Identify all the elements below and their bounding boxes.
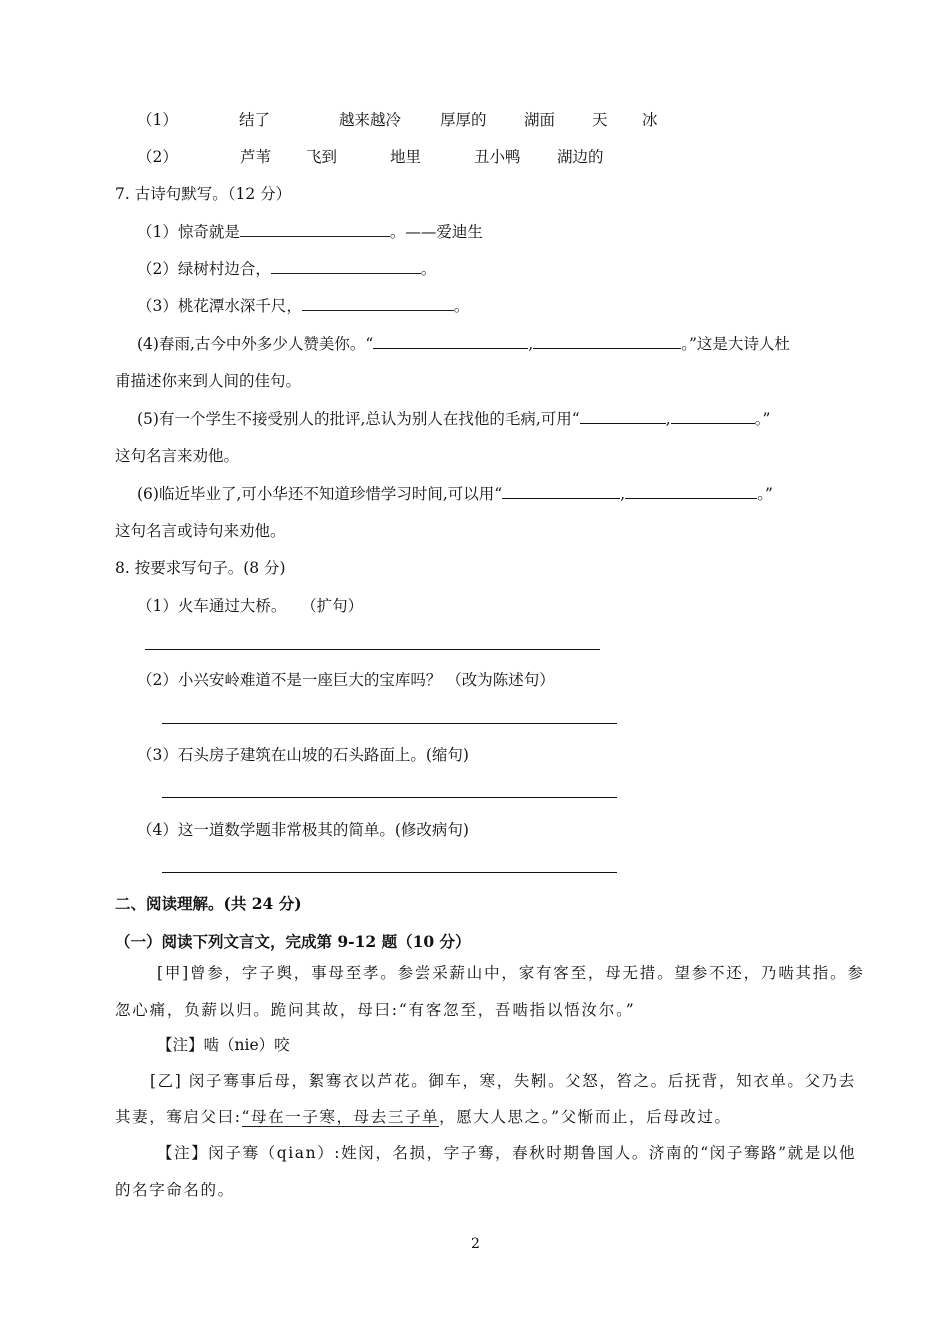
q6-word: 厚厚的 [440,111,487,129]
q8-item-3: （3）石头房子建筑在山坡的石头路面上。(缩句) [137,746,469,764]
q7-item6-prefix: (6)临近毕业了,可小华还不知道珍惜学习时间,可以用“ [137,485,503,503]
q6-word: 湖面 [524,111,556,129]
q6-row-1 [137,110,658,130]
q7-item5-suffix: 。” [754,410,771,428]
q8-answer-line[interactable] [162,723,617,724]
q7-answer-blank[interactable] [671,409,755,424]
q7-item4-comma: , [528,335,534,353]
q7-answer-blank[interactable] [533,334,681,349]
q7-item-2 [137,259,436,279]
q6-word: 冰 [642,111,658,129]
q8-item-4: （4）这一道数学题非常极其的简单。(修改病句) [137,821,469,839]
q8-item-1: （1）火车通过大桥。 （扩句） [137,597,364,615]
q7-item4-continuation: 甫描述你来到人间的佳句。 [115,372,302,390]
q7-answer-blank[interactable] [373,334,528,349]
q7-answer-blank[interactable] [240,222,390,237]
q7-item-6 [137,484,773,504]
q7-title: 7. 古诗句默写。（12 分） [115,185,292,203]
q6-word: 丑小鸭 [474,148,521,166]
q7-item-1 [137,222,483,242]
page-number: 2 [471,1236,480,1252]
q7-item5-continuation: 这句名言来劝他。 [115,447,240,465]
q7-item-3 [137,296,469,316]
q7-item-5 [137,409,770,429]
note-2-line-1: 【注】闵子骞（qian）:姓闵，名损，字子骞，春秋时期鲁国人。济南的“闵子骞路”就是以他 [157,1144,857,1162]
q8-answer-line[interactable] [145,649,600,650]
q7-item3-prefix: （3）桃花潭水深千尺， [137,297,302,315]
note-1: 【注】啮（nie）咬 [157,1036,290,1054]
section2-title: 二、阅读理解。(共 24 分) [115,894,302,913]
q7-item2-prefix: （2）绿树村边合， [137,260,271,278]
q6-word: 飞到 [306,148,338,166]
q6-word: 结了 [239,111,271,129]
q7-answer-blank[interactable] [271,259,421,274]
q8-title: 8. 按要求写句子。(8 分) [115,559,286,577]
q7-item3-suffix: 。 [453,297,470,315]
q8-answer-line[interactable] [162,797,617,798]
q6-word: 天 [592,111,608,129]
passage-yi-line2-suffix: ，愿大人思之。”父惭而止，后母改过。 [439,1108,732,1126]
q7-item6-continuation: 这句名言或诗句来劝他。 [115,522,286,540]
q7-item4-suffix: 。”这是大诗人杜 [681,335,790,353]
passage-yi-line-1: [乙] 闵子骞事后母，絮骞衣以芦花。御车，寒，失靷。父怒，笞之。后抚背，知衣单。父乃去 [150,1072,856,1090]
q6-word: 越来越冷 [339,111,402,129]
q7-item-4 [137,334,790,354]
q7-item6-suffix: 。” [757,485,773,503]
q7-answer-blank[interactable] [302,296,454,311]
q7-answer-blank[interactable] [625,484,757,499]
passage-jia-line-2: 忽心痛，负薪以归。跪问其故，母曰:“有客忽至，吾啮指以悟汝尔。” [115,1001,636,1019]
q6-word: 湖边的 [557,148,604,166]
q6-row2-number: （2） [137,148,178,166]
passage-jia-line-1: [甲]曾参，字子舆，事母至孝。参尝采薪山中，家有客至，母无措。望参不还，乃啮其指。参 [157,964,865,982]
q8-answer-line[interactable] [162,872,617,873]
q7-item5-comma: , [665,410,671,428]
q7-item1-suffix: 。——爱迪生 [389,223,483,241]
q8-item-2: （2）小兴安岭难道不是一座巨大的宝库吗？ （改为陈述句） [137,671,555,689]
passage-yi-line2-prefix: 其妻，骞启父曰: [115,1108,242,1126]
q7-item4-prefix: (4)春雨,古今中外多少人赞美你。“ [137,335,374,353]
q6-word: 地里 [390,148,422,166]
q6-word: 芦苇 [240,148,272,166]
passage-yi-line-2 [115,1107,732,1127]
q7-item6-comma: , [620,485,626,503]
q7-item2-suffix: 。 [420,260,437,278]
q6-row-2 [137,147,604,167]
section2-sub1-title: （一）阅读下列文言文，完成第 9-12 题（10 分） [115,932,471,951]
q7-answer-blank[interactable] [580,409,666,424]
note-2-line-2: 的名字命名的。 [115,1181,235,1199]
q7-item1-prefix: （1）惊奇就是 [137,223,240,241]
passage-yi-underlined-quote: “母在一子寒，母去三子单 [241,1108,440,1126]
q7-answer-blank[interactable] [502,484,620,499]
q7-item5-prefix: (5)有一个学生不接受别人的批评,总认为别人在找他的毛病,可用“ [137,410,580,428]
q6-row1-number: （1） [137,111,178,129]
